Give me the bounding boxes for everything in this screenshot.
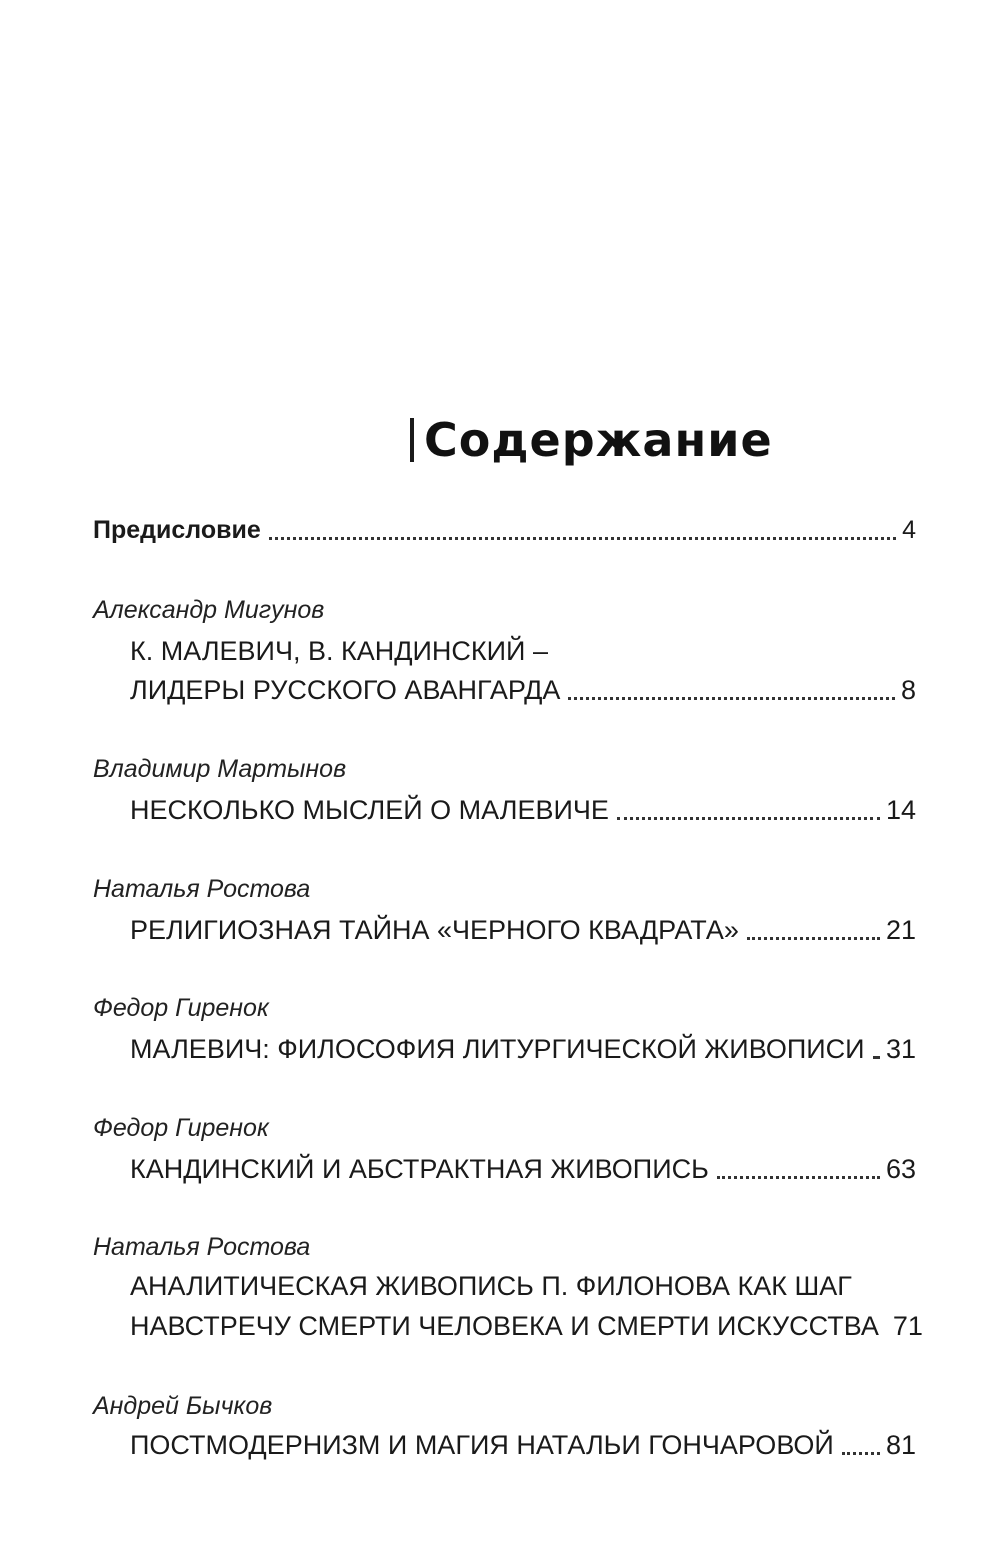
entry-author: Владимир Мартынов (93, 755, 347, 783)
page-number: 81 (885, 1430, 916, 1460)
dot-leader (269, 537, 896, 540)
entry-author: Федор Гиренок (93, 994, 269, 1022)
page-number: 71 (892, 1311, 923, 1341)
title-rule (410, 418, 414, 462)
entry-title-line: РЕЛИГИОЗНАЯ ТАЙНА «ЧЕРНОГО КВАДРАТА» (130, 915, 739, 945)
entry-title-line[interactable]: К. МАЛЕВИЧ, В. КАНДИНСКИЙ – (130, 636, 548, 666)
toc-entry[interactable] (130, 1425, 916, 1465)
entry-title: Предисловие (93, 516, 261, 544)
entry-author: Наталья Ростова (93, 1233, 311, 1261)
entry-author: Александр Мигунов (93, 596, 325, 624)
dot-leader (842, 1452, 880, 1455)
dot-leader (873, 1056, 880, 1059)
dot-leader (747, 937, 880, 940)
toc-entry[interactable] (130, 670, 916, 710)
page-title (410, 412, 773, 468)
page-number: 63 (885, 1154, 916, 1184)
entry-title-line: МАЛЕВИЧ: ФИЛОСОФИЯ ЛИТУРГИЧЕСКОЙ ЖИВОПИСИ (130, 1034, 865, 1064)
entry-author: Федор Гиренок (93, 1114, 269, 1142)
page-number: 4 (902, 516, 916, 544)
toc-entry[interactable] (130, 1149, 916, 1189)
toc-entry[interactable] (130, 790, 916, 830)
page-number: 31 (885, 1034, 916, 1064)
entry-author: Андрей Бычков (93, 1392, 273, 1420)
entry-title-line: НАВСТРЕЧУ СМЕРТИ ЧЕЛОВЕКА И СМЕРТИ ИСКУССТВА (130, 1311, 879, 1341)
entry-title-line: ЛИДЕРЫ РУССКОГО АВАНГАРДА (130, 675, 561, 705)
entry-author: Наталья Ростова (93, 875, 311, 903)
page-number: 21 (885, 915, 916, 945)
toc-entry-preface[interactable] (93, 510, 916, 550)
dot-leader (617, 817, 880, 820)
entry-title-line: ПОСТМОДЕРНИЗМ И МАГИЯ НАТАЛЬИ ГОНЧАРОВОЙ (130, 1430, 834, 1460)
page-number: 14 (885, 795, 916, 825)
entry-title-line: НЕСКОЛЬКО МЫСЛЕЙ О МАЛЕВИЧЕ (130, 795, 609, 825)
page-title-text: Содержание (424, 413, 773, 467)
dot-leader (717, 1176, 880, 1179)
dot-leader (568, 697, 895, 700)
toc-entry[interactable] (130, 1029, 916, 1069)
entry-title-line[interactable]: АНАЛИТИЧЕСКАЯ ЖИВОПИСЬ П. ФИЛОНОВА КАК ШАГ (130, 1271, 852, 1301)
entry-title-line: КАНДИНСКИЙ И АБСТРАКТНАЯ ЖИВОПИСЬ (130, 1154, 709, 1184)
toc-entry[interactable] (130, 910, 916, 950)
toc-entry[interactable] (130, 1306, 923, 1346)
page-number: 8 (900, 675, 916, 705)
